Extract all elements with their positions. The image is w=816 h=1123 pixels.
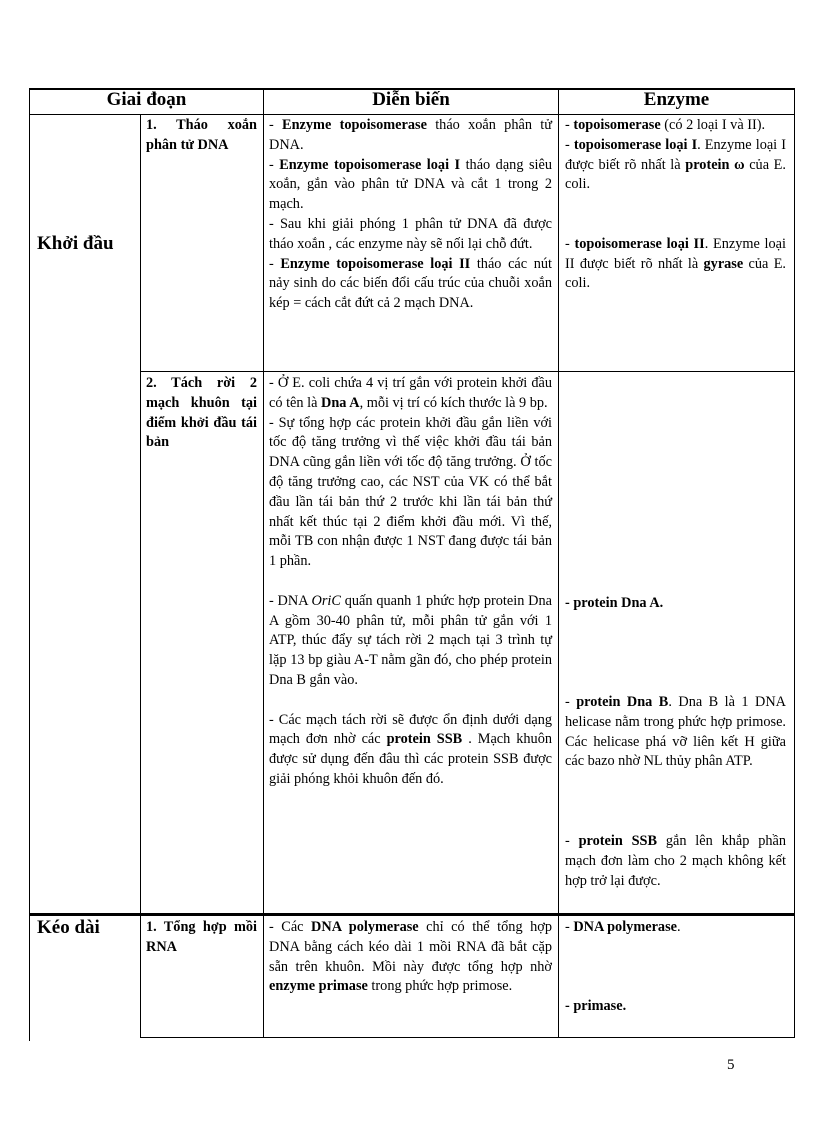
enzyme-dna-polymerase bbox=[565, 918, 786, 938]
step-title-separation: 2. Tách rời 2 mạch khuôn tại điểm khởi đầu tái bản bbox=[146, 375, 257, 451]
process-unwinding bbox=[269, 116, 552, 314]
enzyme-dna-a: - protein Dna A. bbox=[565, 595, 664, 611]
col-divider-3 bbox=[558, 88, 559, 1038]
process-paragraph: - Ở E. coli chứa 4 vị trí gắn với protein khởi đầu có tên là Dna A, mỗi vị trí có kích thước là 9 bp. bbox=[269, 375, 552, 411]
table-left-border bbox=[29, 88, 30, 1041]
row-divider-initiation-1 bbox=[140, 371, 795, 372]
header-enzyme: Enzyme bbox=[643, 89, 710, 110]
row-divider-stage bbox=[29, 913, 795, 916]
col-divider-2 bbox=[263, 88, 264, 1038]
stage-elongation: Kéo dài bbox=[37, 917, 100, 938]
enzyme-entry: - topoisomerase loại II. Enzyme loại II được biết rõ nhất là gyrase của E. coli. bbox=[565, 235, 786, 292]
step-title-primer: 1. Tổng hợp mồi RNA bbox=[146, 919, 257, 955]
header-process: Diễn biến bbox=[372, 89, 450, 110]
table-bottom-border bbox=[140, 1037, 795, 1038]
process-primer bbox=[269, 918, 552, 997]
enzyme-entry: - topoisomerase (có 2 loại I và II). bbox=[565, 117, 766, 133]
enzyme-entry: - protein Dna B. Dna B là 1 DNA helicase nằm trong phức hợp primose. Các helicase phá vỡ liên kết H giữa các bazo nhờ NL thủy phân ATP. bbox=[565, 694, 787, 770]
col-divider-1 bbox=[140, 115, 141, 1038]
enzyme-entry: - DNA polymerase. bbox=[565, 919, 681, 935]
process-separation bbox=[269, 374, 552, 790]
process-paragraph: - Các mạch tách rời sẽ được ổn định dưới dạng mạch đơn nhờ các protein SSB . Mạch khuôn được sử dụng đến đâu thì các protein SSB được giải phóng khỏi khuôn đến đó. bbox=[269, 711, 552, 787]
process-paragraph: - Sự tổng hợp các protein khởi đầu gắn liền với tốc độ tăng trưởng vì thế việc khởi đầu tái bản DNA cũng gắn liền với tốc độ tăng trưởng. Ở tốc độ tăng trưởng cao, các NST của VK có thể bắt đầu lần tái bản thứ 2 trước khi lần tái bản thứ nhất kết thúc tại 2 điểm khởi đầu mới. Vì thế, mỗi TB con nhận được 1 NST đang được tái bản 1 phần. bbox=[269, 414, 552, 570]
stage-initiation: Khởi đầu bbox=[37, 233, 114, 254]
enzyme-unwinding bbox=[565, 116, 786, 294]
process-paragraph: - Enzyme topoisomerase loại II tháo các nút nảy sinh do các biến đổi cấu trúc của chuỗi xoắn kép = cách cắt đứt cả 2 mạch DNA. bbox=[269, 255, 552, 312]
process-paragraph: - Enzyme topoisomerase tháo xoắn phân tử DNA. bbox=[269, 117, 552, 153]
process-paragraph: - DNA OriC quấn quanh 1 phức hợp protein Dna A gồm 30-40 phân tử, mỗi phân tử gắn với 1 ATP, thúc đẩy sự tách rời 2 mạch tại 3 trình tự lặp 13 bp giàu A-T nằm gần đó, cho phép protein Dna B gắn vào. bbox=[269, 592, 552, 688]
process-paragraph: - Các DNA polymerase chỉ có thể tổng hợp DNA bằng cách kéo dài 1 mồi RNA đã bắt cặp sẵn trên khuôn. Mồi này được tổng hợp nhờ enzyme primase trong phức hợp primose. bbox=[269, 919, 552, 995]
enzyme-primase: - primase. bbox=[565, 998, 627, 1014]
process-paragraph: - Enzyme topoisomerase loại I tháo dạng siêu xoắn, gắn vào phân tử DNA và cắt 1 trong 2 mạch. bbox=[269, 156, 552, 213]
enzyme-ssb bbox=[565, 832, 786, 891]
header-bottom-border bbox=[29, 114, 795, 115]
table-right-border bbox=[794, 88, 795, 1038]
header-stage: Giai đoạn bbox=[106, 89, 187, 110]
enzyme-dna-b bbox=[565, 693, 786, 772]
page-number: 5 bbox=[727, 1057, 735, 1073]
step-title-unwinding: 1. Tháo xoắn phân tử DNA bbox=[146, 117, 257, 153]
process-paragraph: - Sau khi giải phóng 1 phân tử DNA đã được tháo xoắn , các enzyme này sẽ nối lại chỗ đứt. bbox=[269, 215, 552, 252]
enzyme-entry: - protein SSB gắn lên khắp phần mạch đơn làm cho 2 mạch không kết hợp trở lại được. bbox=[565, 833, 786, 889]
enzyme-entry: - topoisomerase loại I. Enzyme loại I được biết rõ nhất là protein ω của E. coli. bbox=[565, 136, 786, 193]
